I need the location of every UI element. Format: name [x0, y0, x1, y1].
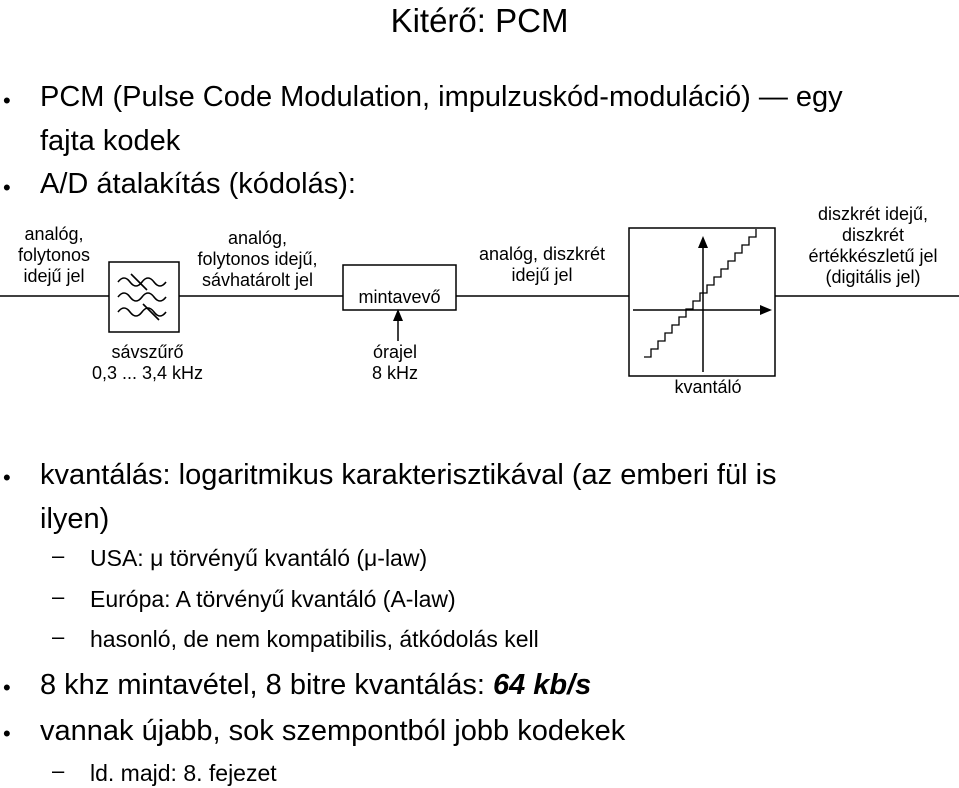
bitrate-value: 64 kb/s: [492, 669, 592, 701]
bullet-dot-icon: •: [3, 88, 11, 113]
clock-label: órajel 8 kHz: [371, 342, 418, 383]
bullet-line: ilyen): [40, 503, 110, 535]
bullet-dot-icon: •: [3, 465, 11, 490]
sub-compat: hasonló, de nem kompatibilis, átkódolás kell: [90, 626, 539, 652]
bullet-dot-icon: •: [3, 675, 11, 700]
clock-arrow-head-icon: [393, 309, 403, 321]
page-title: Kitérő: PCM: [390, 2, 569, 39]
filter-waves-icon: [118, 274, 166, 320]
dash-icon: –: [52, 543, 65, 568]
dash-icon: –: [52, 584, 65, 609]
dash-icon: –: [52, 758, 65, 783]
filter-label: sávszűrő 0,3 ... 3,4 kHz: [91, 342, 204, 383]
label-digital-signal: diszkrét idejű, diszkrét értékkészletű jel (digitális jel): [808, 204, 938, 287]
bullet-line: vannak újabb, sok szempontból jobb kodekek: [40, 715, 626, 747]
pcm-block-diagram: [0, 200, 959, 410]
bullet-line: A/D átalakítás (kódolás):: [40, 168, 356, 200]
sub-cutoff: ld. majd: 8. fejezet: [90, 760, 277, 786]
label-analog-continuous: analóg, folytonos idejű jel: [17, 224, 91, 286]
sampler-label: mintavevő: [358, 287, 441, 307]
quantizer-staircase-icon: [644, 229, 756, 357]
bullet-dot-icon: •: [3, 721, 11, 746]
bullet-line: kvantálás: logaritmikus karakterisztikával (az emberi fül is: [40, 459, 777, 491]
sub-usa: USA: μ törvényű kvantáló (μ-law): [90, 545, 428, 571]
bullet-newer-codecs: [40, 709, 625, 753]
bullet-bitrate: [40, 663, 591, 707]
filter-box: [109, 262, 179, 332]
bullet-line: PCM (Pulse Code Modulation, impulzuskód-moduláció) — egy: [40, 81, 843, 113]
bullet-line: fajta kodek: [40, 125, 181, 157]
bullet-quantization: [40, 453, 777, 541]
bitrate-text: 8 khz mintavétel, 8 bitre kvantálás:: [40, 669, 493, 701]
label-discrete-time: analóg, diszkrét idejű jel: [478, 244, 606, 285]
x-axis-arrow-icon: [760, 305, 772, 315]
y-axis-arrow-icon: [698, 236, 708, 248]
quantizer-label: kvantáló: [674, 377, 742, 397]
bullet-pcm: [40, 75, 843, 163]
bullet-dot-icon: •: [3, 175, 11, 200]
sub-europe: Európa: A törvényű kvantáló (A-law): [90, 586, 456, 612]
label-band-limited: analóg, folytonos idejű, sávhatárolt jel: [197, 228, 318, 290]
dash-icon: –: [52, 624, 65, 649]
